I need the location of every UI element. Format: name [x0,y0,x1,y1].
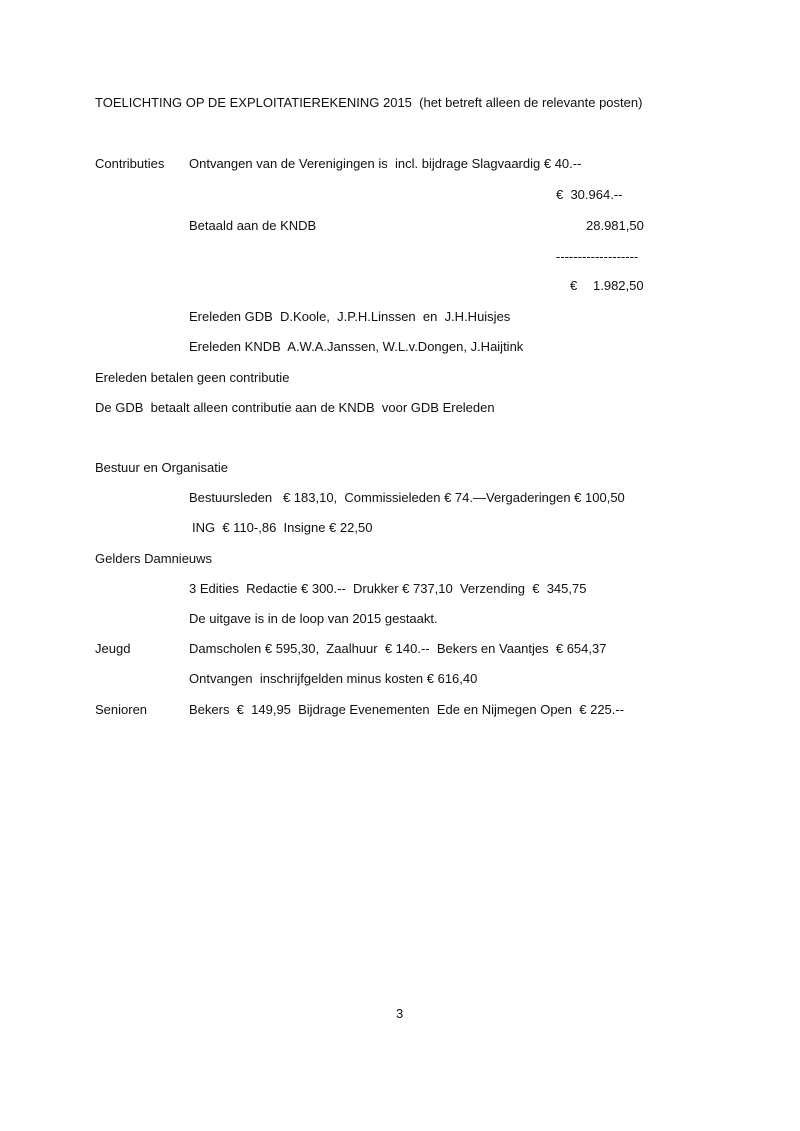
contributies-paid-amount: 28.981,50 [586,218,644,233]
gelders-line-1: 3 Edities Redactie € 300.-- Drukker € 737,10 Verzending € 345,75 [189,581,587,596]
result-currency: € [570,278,578,293]
gdb-contributie-note: De GDB betaalt alleen contributie aan de KNDB voor GDB Ereleden [95,400,495,415]
bestuur-line-1: Bestuursleden € 183,10, Commissieleden € 74.—Vergaderingen € 100,50 [189,490,625,505]
jeugd-line-2: Ontvangen inschrijfgelden minus kosten € 616,40 [189,671,478,686]
ereleden-note: Ereleden betalen geen contributie [95,370,290,385]
contributies-paid-label: Betaald aan de KNDB [189,218,317,233]
bestuur-heading: Bestuur en Organisatie [95,460,228,475]
ereleden-gdb: Ereleden GDB D.Koole, J.P.H.Linssen en J.H.Huisjes [189,309,511,324]
page-title: TOELICHTING OP DE EXPLOITATIEREKENING 2015 (het betreft alleen de relevante posten) [95,95,643,110]
contributies-received-text: Ontvangen van de Verenigingen is incl. bijdrage Slagvaardig € 40.-- [189,156,582,171]
sum-separator: ------------------- [556,249,639,264]
jeugd-heading: Jeugd [95,641,131,656]
contributies-heading: Contributies [95,156,165,171]
gelders-heading: Gelders Damnieuws [95,551,213,566]
page-number: 3 [396,1006,404,1021]
result-amount: 1.982,50 [593,278,644,293]
senioren-line-1: Bekers € 149,95 Bijdrage Evenementen Ede en Nijmegen Open € 225.-- [189,702,625,717]
contributies-received-amount: € 30.964.-- [556,187,623,202]
ereleden-kndb: Ereleden KNDB A.W.A.Janssen, W.L.v.Dongen, J.Haijtink [189,339,524,354]
senioren-heading: Senioren [95,702,148,717]
bestuur-line-2: ING € 110-,86 Insigne € 22,50 [192,520,373,535]
gelders-line-2: De uitgave is in de loop van 2015 gestaakt. [189,611,438,626]
jeugd-line-1: Damscholen € 595,30, Zaalhuur € 140.-- Bekers en Vaantjes € 654,37 [189,641,607,656]
